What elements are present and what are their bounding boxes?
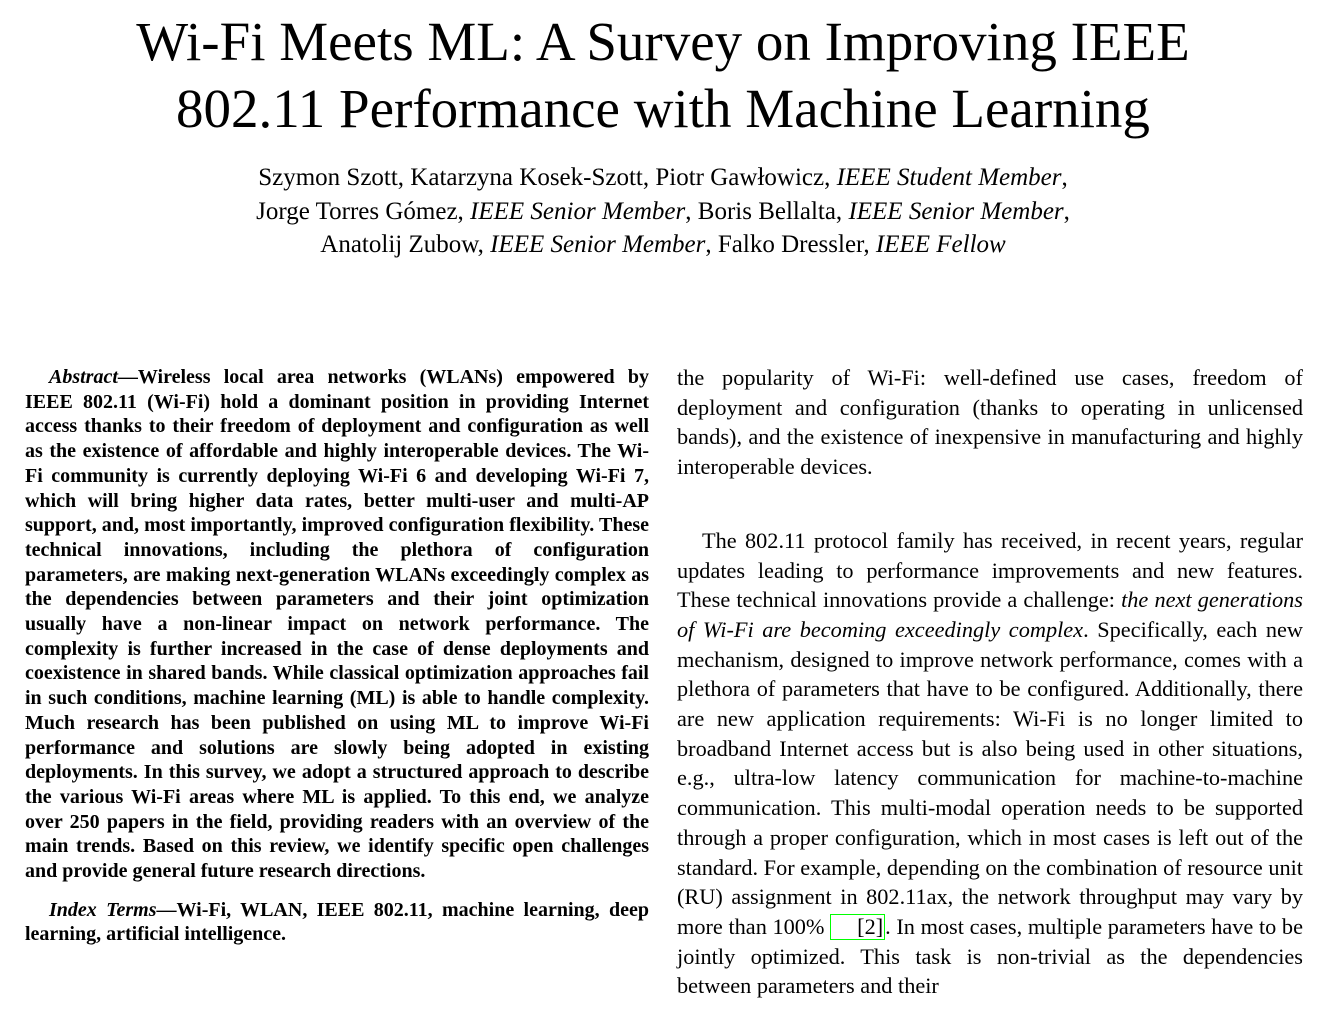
intro-emphasis: the next generations of Wi-Fi are becoming exceedingly complex bbox=[677, 587, 1303, 642]
intro-text: . In most cases, multiple parameters have to be jointly optimized. This task is non-trivial as the dependencies between parameters and their bbox=[677, 913, 1303, 999]
intro-text: The 802.11 protocol family has received, in recent years, regular updates leading to performance improvements and new features. These technical innovations provide a challenge: bbox=[677, 527, 1303, 613]
author-membership: IEEE Senior Member bbox=[470, 197, 686, 225]
author-names: Jorge Torres Gómez, bbox=[256, 197, 471, 225]
author-line-1 bbox=[0, 161, 1326, 195]
author-membership: IEEE Student Member bbox=[836, 164, 1062, 191]
author-line-3 bbox=[0, 228, 1326, 262]
index-terms-dash: — bbox=[156, 898, 177, 921]
abstract-label: Abstract bbox=[49, 366, 118, 388]
author-separator: , bbox=[1063, 197, 1070, 225]
title-line-1: Wi-Fi Meets ML: A Survey on Improving IEEE bbox=[136, 11, 1190, 72]
intro-text: . Specifically, each new mechanism, designed to improve network performance, comes with a plethora of parameters that have to be configured. Additionally, there are new application requirements: Wi-Fi is no longer limited to broadband Internet access but is also being used in other situations, e.g., ultra-low latency communication for machine-to-machine communication. This multi-modal operation needs to be supported through a proper configuration, which in most cases is left out of the standard. For example, depending on the combination of resource unit (RU) assignment in 802.11ax, the network throughput may vary by more than 100% bbox=[677, 616, 1304, 939]
abstract-dash: — bbox=[117, 366, 138, 388]
index-terms bbox=[25, 898, 649, 947]
abstract-text: Wireless local area networks (WLANs) empowered by IEEE 802.11 (Wi-Fi) hold a dominant position in providing Internet access thanks to their freedom of deployment and configuration as well as the existence of affordable and highly interoperable devices. The Wi-Fi community is currently deploying Wi-Fi 6 and developing Wi-Fi 7, which will bring higher data rates, better multi-user and multi-AP support, and, most importantly, improved configuration flexibility. These technical innovations, including the plethora of configuration parameters, are making next-generation WLANs exceedingly complex as the dependencies between parameters and their joint optimization usually have a non-linear impact on network performance. The complexity is further increased in the case of dense deployments and coexistence in shared bands. While classical optimization approaches fail in such conditions, machine learning (ML) is able to handle complexity. Much research has been published on using ML to improve Wi-Fi performance and solutions are slowly being adopted in existing deployments. In this survey, we adopt a structured approach to describe the various Wi-Fi areas where ML is applied. To this end, we analyze over 250 papers in the field, providing readers with an overview of the main trends. Based on this review, we identify specific open challenges and provide general future research directions. bbox=[25, 366, 649, 883]
index-terms-label: Index Terms bbox=[49, 898, 157, 921]
author-names: Anatolij Zubow, bbox=[320, 231, 491, 258]
abstract bbox=[25, 365, 649, 884]
right-column bbox=[677, 363, 1303, 1001]
index-terms-text: Wi-Fi, WLAN, IEEE 802.11, machine learning, deep learning, artificial intelligence. bbox=[25, 898, 649, 946]
intro-paragraph-2 bbox=[677, 526, 1303, 1001]
author-membership: IEEE Senior Member bbox=[848, 197, 1064, 225]
author-list bbox=[0, 161, 1326, 262]
author-membership: IEEE Senior Member bbox=[490, 231, 706, 258]
author-separator: , bbox=[1061, 164, 1068, 191]
citation-link[interactable]: [2] bbox=[830, 914, 885, 940]
title-line-2: 802.11 Performance with Machine Learning bbox=[176, 78, 1150, 139]
author-names: , Falko Dressler, bbox=[705, 231, 876, 258]
left-column bbox=[25, 365, 649, 947]
author-line-2 bbox=[0, 195, 1326, 229]
paper-title bbox=[0, 8, 1326, 142]
author-membership: IEEE Fellow bbox=[875, 231, 1006, 258]
author-names: , Boris Bellalta, bbox=[685, 197, 849, 225]
author-names: Szymon Szott, Katarzyna Kosek-Szott, Piotr Gawłowicz, bbox=[258, 164, 837, 191]
intro-paragraph-1: the popularity of Wi-Fi: well-defined use cases, freedom of deployment and configuration (thanks to operating in unlicensed bands), and the existence of inexpensive in manufacturing and highly interoperable devices. bbox=[677, 365, 1303, 480]
